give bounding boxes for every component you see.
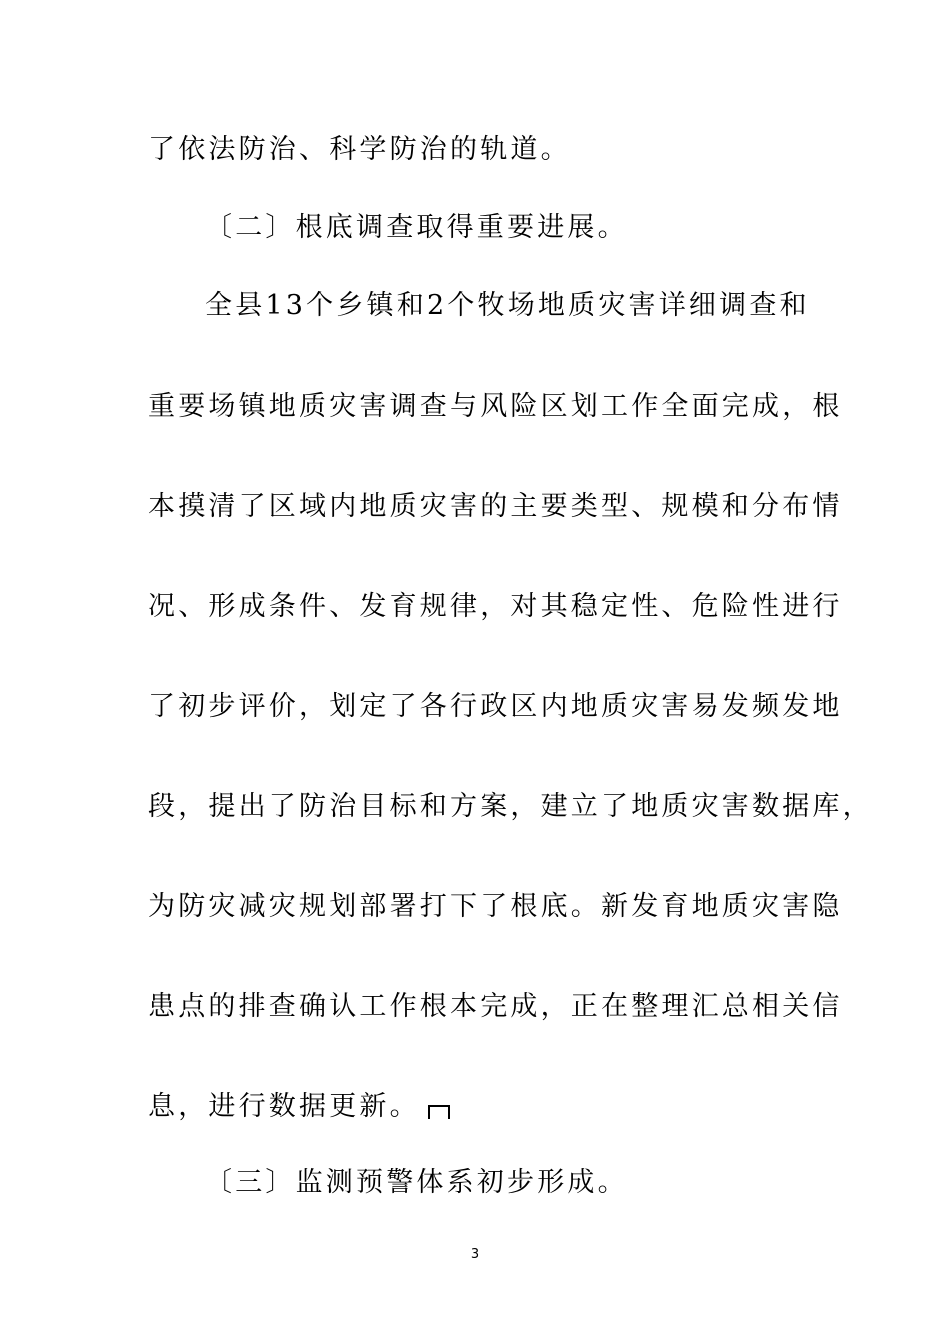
text-cursor-mark-icon <box>428 1105 450 1119</box>
paragraph-last-line <box>148 1087 450 1127</box>
paragraph-line-text: 息，进行数据更新。 <box>148 1091 420 1122</box>
section-heading: 〔二〕根底调查取得重要进展。 <box>205 212 628 243</box>
paragraph-line: 况、形成条件、发育规律，对其稳定性、危险性进行 <box>148 591 843 622</box>
paragraph-line: 了依法防治、科学防治的轨道。 <box>148 134 571 165</box>
page-number: 3 <box>470 1247 480 1262</box>
paragraph-line: 了初步评价，划定了各行政区内地质灾害易发频发地 <box>148 691 843 722</box>
paragraph-line: 重要场镇地质灾害调查与风险区划工作全面完成，根 <box>148 391 843 422</box>
section-heading: 〔三〕监测预警体系初步形成。 <box>205 1167 628 1198</box>
paragraph-line: 段，提出了防治目标和方案，建立了地质灾害数据库， <box>148 791 873 822</box>
paragraph-line: 患点的排查确认工作根本完成，正在整理汇总相关信 <box>148 991 843 1022</box>
paragraph-line: 为防灾减灾规划部署打下了根底。新发育地质灾害隐 <box>148 891 843 922</box>
paragraph-line: 全县13个乡镇和2个牧场地质灾害详细调查和 <box>205 290 810 321</box>
paragraph-line: 本摸清了区域内地质灾害的主要类型、规模和分布情 <box>148 491 843 522</box>
